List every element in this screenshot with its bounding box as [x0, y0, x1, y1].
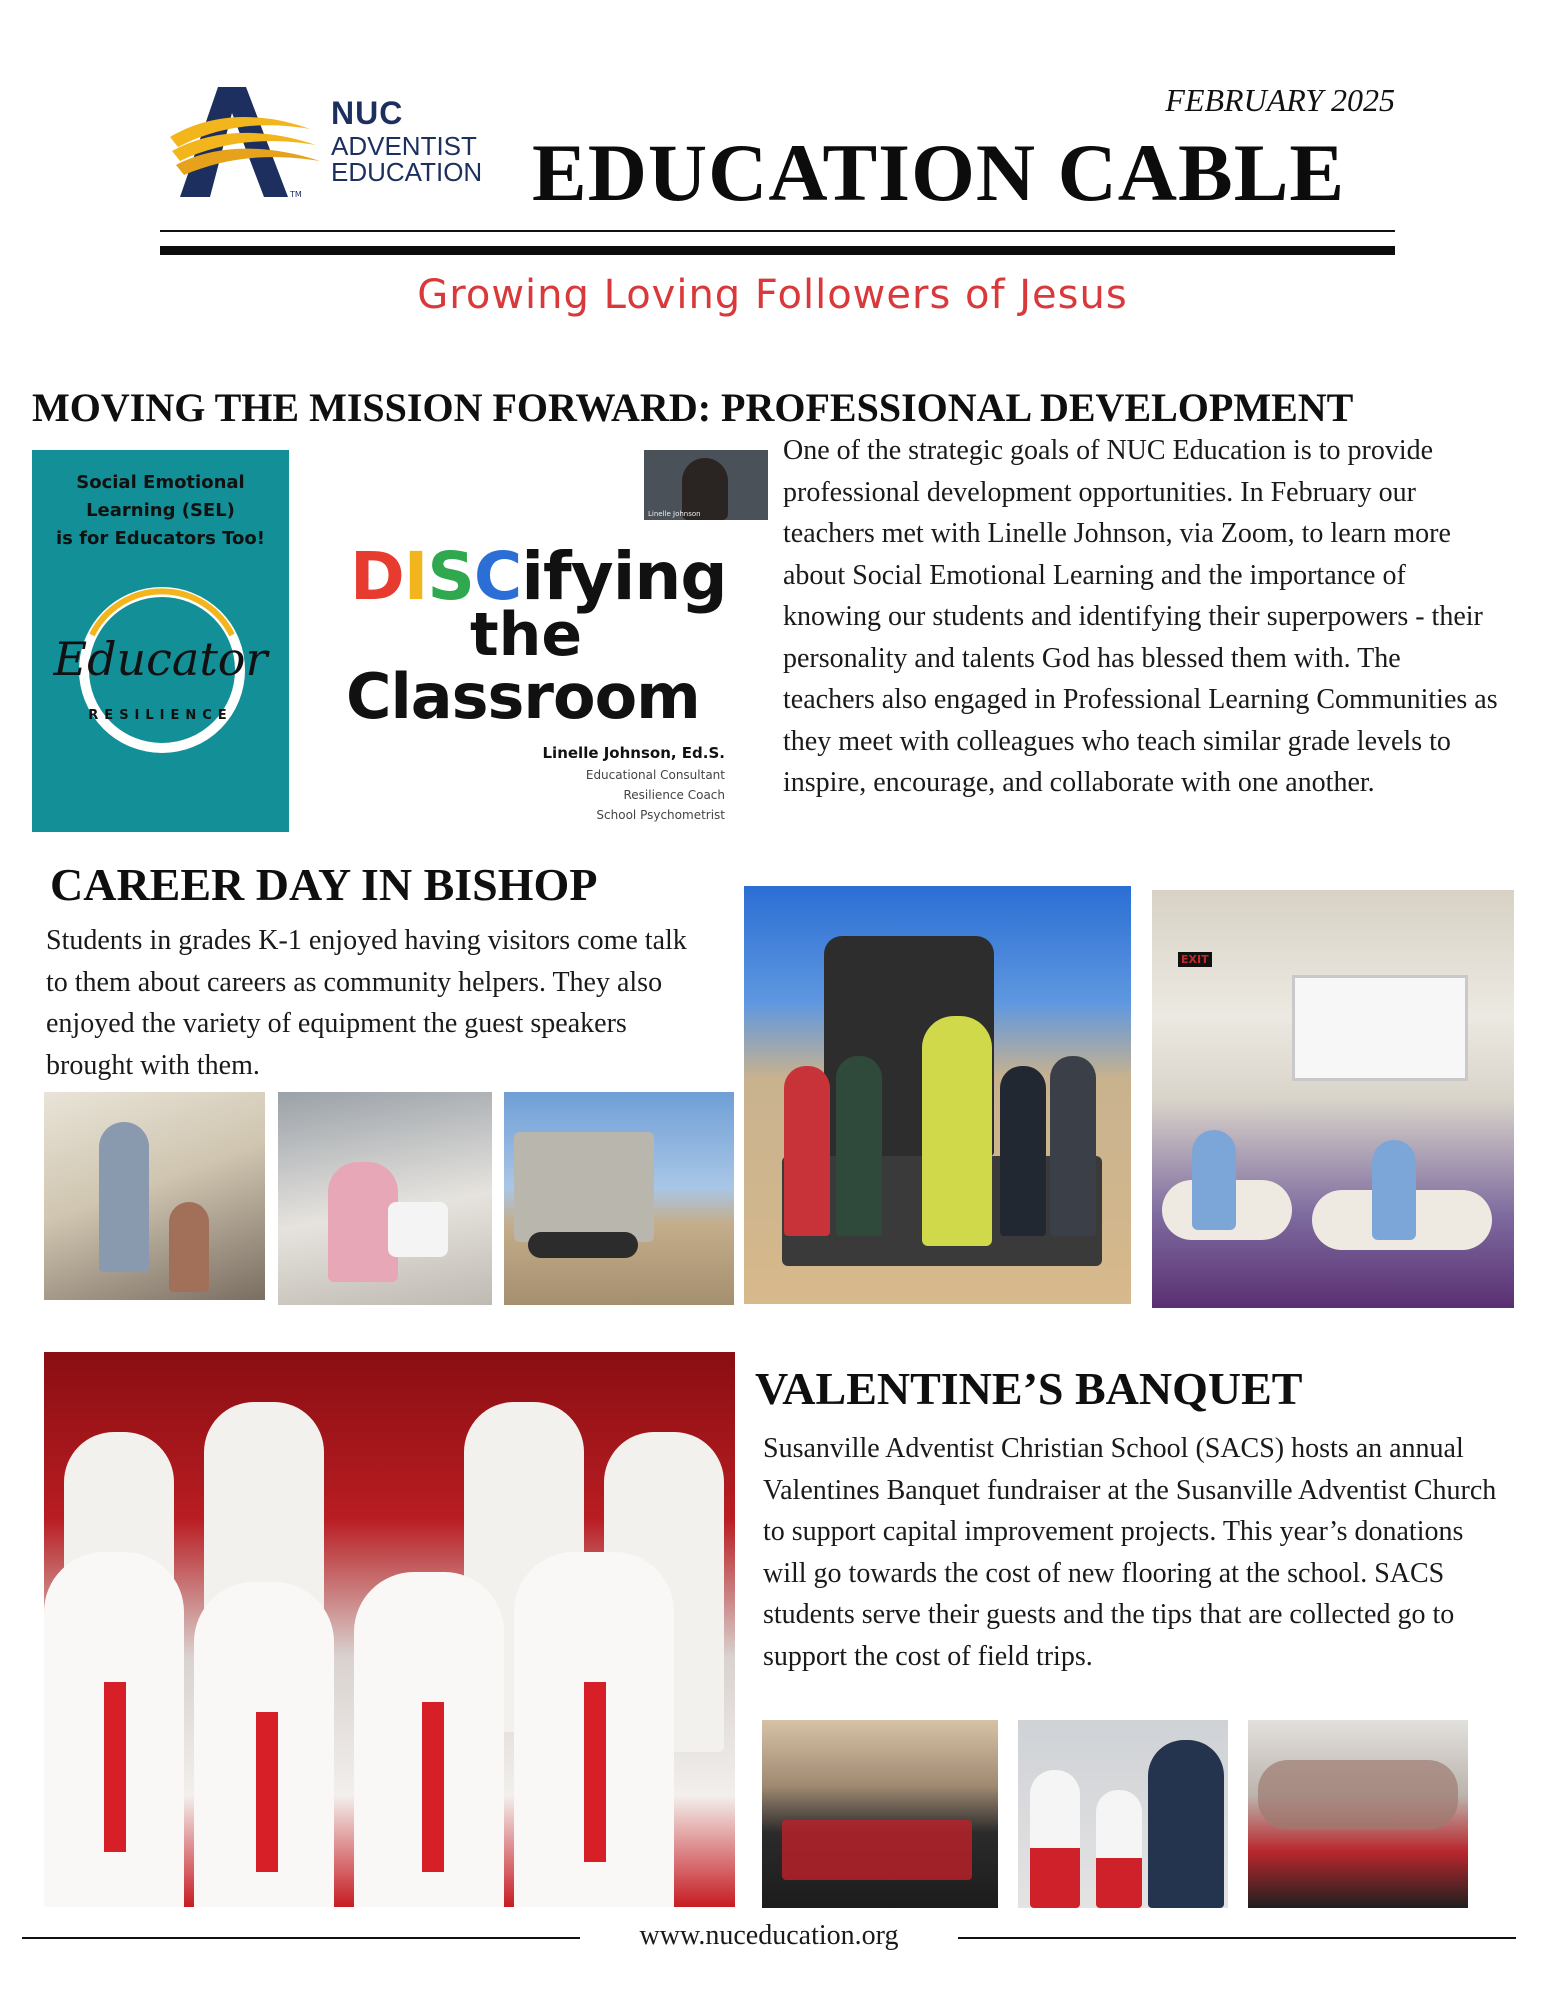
- classroom-exit-sign: EXIT: [1178, 952, 1212, 967]
- photo-server-2: [1096, 1790, 1142, 1908]
- photo-tie-4: [584, 1682, 606, 1862]
- valentine-body: Susanville Adventist Christian School (SACS) hosts an annual Valentines Banquet fundraiser at the Susanville Adventist Church to support capital improvement projects. This year’s donations will go towards the cost of new flooring at the school. SACS students serve their guests and the tips that are collected go to support the cost of field trips.: [763, 1433, 1497, 1672]
- photo-child-2: [836, 1056, 882, 1236]
- photo-student-1: [1192, 1130, 1236, 1230]
- career-heading: CAREER DAY IN BISHOP: [50, 859, 598, 910]
- photo-figure: [99, 1122, 149, 1272]
- sel-card-line1: Social Emotional: [76, 472, 245, 493]
- footer-rule-left: [22, 1937, 580, 1939]
- footer-url[interactable]: www.nuceducation.org: [639, 1920, 899, 1951]
- disc-ifying: ifying: [521, 538, 727, 615]
- zoom-thumbnail-photo: [644, 450, 768, 520]
- photo-guests: [1258, 1760, 1458, 1830]
- photo-child-3: [1000, 1066, 1046, 1236]
- logo-tm: TM: [290, 190, 302, 199]
- valentine-photo-dinner: [762, 1720, 998, 1908]
- photo-bucket: [388, 1202, 448, 1257]
- disc-classroom: Classroom: [346, 660, 700, 733]
- photo-child-4: [1050, 1056, 1096, 1236]
- presenter-role2: Resilience Coach: [623, 788, 725, 802]
- tagline: Growing Loving Followers of Jesus: [417, 272, 1128, 318]
- valentine-photo-students: [44, 1352, 735, 1907]
- header-rule-thick: [160, 246, 1395, 255]
- newsletter-title: EDUCATION CABLE: [532, 127, 1346, 218]
- photo-truck-shape: [514, 1132, 654, 1242]
- valentine-photo-table: [1248, 1720, 1468, 1908]
- photo-figure-child: [169, 1202, 209, 1292]
- photo-student-2: [1372, 1140, 1416, 1240]
- presenter-role1: Educational Consultant: [585, 768, 725, 782]
- sel-card-ring-text: RESILIENCE: [88, 708, 233, 723]
- logo-org-line2: ADVENTIST: [331, 131, 477, 161]
- presenter-name: Linelle Johnson, Ed.S.: [542, 744, 725, 762]
- photo-tie-3: [422, 1702, 444, 1872]
- career-photo-teacher: [44, 1092, 265, 1300]
- disc-letter-s: S: [427, 538, 474, 615]
- valentine-heading: VALENTINE’S BANQUET: [755, 1363, 1303, 1414]
- logo-org-line3: EDUCATION: [331, 157, 483, 187]
- sel-card-script: Educator: [53, 632, 268, 686]
- sel-card-line3: is for Educators Too!: [56, 528, 265, 549]
- disc-letter-d: D: [350, 538, 404, 615]
- sel-card-line2: Learning (SEL): [86, 500, 235, 521]
- photo-wheels: [528, 1232, 638, 1258]
- pd-body: One of the strategic goals of NUC Education is to provide professional development opportunities. In February our teachers met with Linelle Johnson, via Zoom, to learn more about Social Emotional Learning and the importance of knowing our students and identifying their superpowers - their personality and talents God has blessed them with. The teachers also engaged in Professional Learning Communities as they meet with colleagues who teach similar grade levels to inspire, encourage, and collaborate with one another.: [783, 435, 1498, 798]
- footer-rule-right: [958, 1937, 1516, 1939]
- disc-the: the: [470, 600, 583, 670]
- disc-letter-c: C: [473, 538, 522, 615]
- disc-letter-i: I: [403, 538, 428, 615]
- career-photo-students: [278, 1092, 492, 1305]
- career-photo-classroom: [1152, 890, 1514, 1308]
- masthead: [0, 0, 1545, 340]
- presenter-role3: School Psychometrist: [596, 808, 725, 822]
- issue-date: FEBRUARY 2025: [1165, 82, 1395, 118]
- photo-tie-2: [256, 1712, 278, 1872]
- photo-guest-man: [1148, 1740, 1224, 1908]
- sel-card: [32, 450, 289, 832]
- career-body: Students in grades K-1 enjoyed having visitors come talk to them about careers as community helpers. They also enjoyed the variety of equipment the guest speakers brought with them.: [46, 925, 687, 1081]
- photo-whiteboard: [1292, 975, 1468, 1081]
- logo-org-line1: NUC: [331, 95, 404, 131]
- nuc-logo-icon: [170, 85, 320, 205]
- valentine-photo-guest: [1018, 1720, 1228, 1908]
- career-photo-skidsteer: [744, 886, 1131, 1304]
- photo-adult: [922, 1016, 992, 1246]
- pd-heading: MOVING THE MISSION FORWARD: PROFESSIONAL DEVELOPMENT: [32, 385, 1354, 430]
- photo-table-red: [782, 1820, 972, 1880]
- career-photo-truck: [504, 1092, 734, 1305]
- photo-tie-1: [104, 1682, 126, 1852]
- header-rule-thin: [160, 230, 1395, 232]
- zoom-thumb-label: Linelle Johnson: [648, 510, 701, 518]
- photo-server-1: [1030, 1770, 1080, 1908]
- photo-child-1: [784, 1066, 830, 1236]
